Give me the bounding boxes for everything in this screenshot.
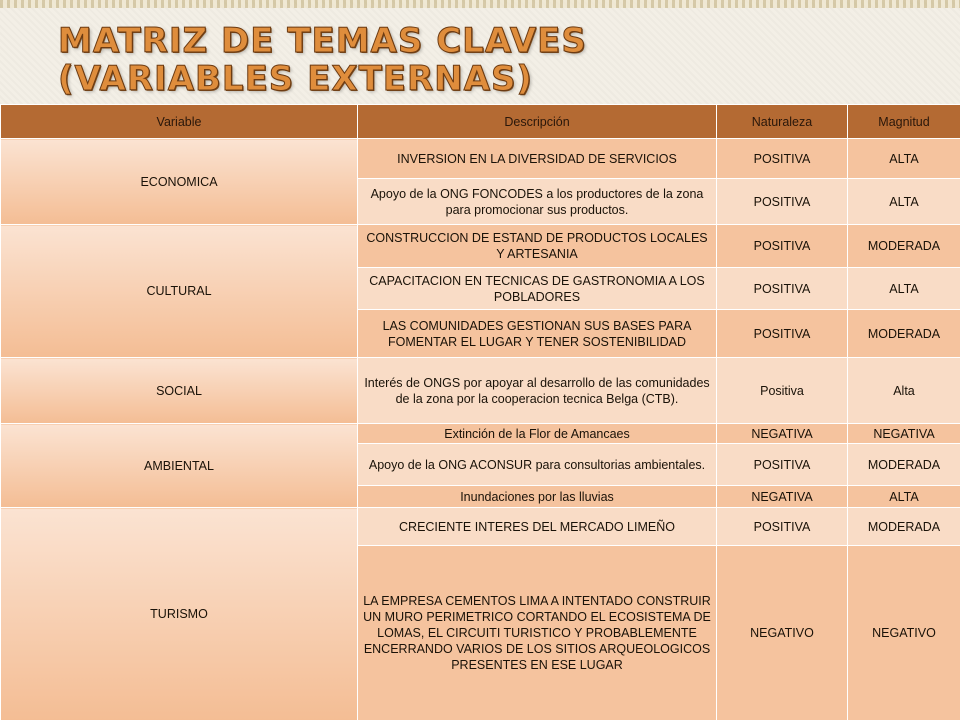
magnitud-cell: ALTA	[848, 486, 960, 508]
variable-cell-cultural: CULTURAL	[1, 225, 358, 358]
naturaleza-cell: POSITIVA	[717, 508, 848, 546]
variable-cell-ambiental: AMBIENTAL	[1, 424, 358, 508]
magnitud-cell: MODERADA	[848, 310, 960, 358]
naturaleza-cell: POSITIVA	[717, 179, 848, 225]
title-line-1: MATRIZ DE TEMAS CLAVES	[58, 22, 587, 60]
descripcion-cell: Inundaciones por las lluvias	[358, 486, 717, 508]
descripcion-cell: CRECIENTE INTERES DEL MERCADO LIMEÑO	[358, 508, 717, 546]
descripcion-cell: Interés de ONGS por apoyar al desarrollo de las comunidades de la zona por la cooperacion tecnica Belga (CTB).	[358, 358, 717, 424]
descripcion-cell: CAPACITACION EN TECNICAS DE GASTRONOMIA A LOS POBLADORES	[358, 268, 717, 310]
title-line-2: (VARIABLES EXTERNAS)	[58, 60, 587, 98]
magnitud-cell: NEGATIVO	[848, 546, 960, 721]
magnitud-cell: MODERADA	[848, 508, 960, 546]
descripcion-cell: LAS COMUNIDADES GESTIONAN SUS BASES PARA FOMENTAR EL LUGAR Y TENER SOSTENIBILIDAD	[358, 310, 717, 358]
naturaleza-cell: POSITIVA	[717, 139, 848, 179]
naturaleza-cell: NEGATIVO	[717, 546, 848, 721]
table-row	[1, 508, 960, 546]
header-descripcion: Descripción	[358, 105, 717, 139]
naturaleza-cell: NEGATIVA	[717, 486, 848, 508]
magnitud-cell: Alta	[848, 358, 960, 424]
descripcion-cell: Apoyo de la ONG FONCODES a los productores de la zona para promocionar sus productos.	[358, 179, 717, 225]
decorative-stripes	[0, 0, 960, 8]
magnitud-cell: ALTA	[848, 268, 960, 310]
header-row	[1, 105, 960, 139]
variable-cell-social: SOCIAL	[1, 358, 358, 424]
slide-title	[58, 22, 587, 98]
descripcion-cell: CONSTRUCCION DE ESTAND DE PRODUCTOS LOCALES Y ARTESANIA	[358, 225, 717, 268]
magnitud-cell: NEGATIVA	[848, 424, 960, 444]
descripcion-cell: Apoyo de la ONG ACONSUR para consultorias ambientales.	[358, 444, 717, 486]
magnitud-cell: ALTA	[848, 179, 960, 225]
magnitud-cell: MODERADA	[848, 444, 960, 486]
naturaleza-cell: NEGATIVA	[717, 424, 848, 444]
table-row	[1, 424, 960, 444]
descripcion-cell: INVERSION EN LA DIVERSIDAD DE SERVICIOS	[358, 139, 717, 179]
naturaleza-cell: POSITIVA	[717, 268, 848, 310]
header-variable: Variable	[1, 105, 358, 139]
naturaleza-cell: POSITIVA	[717, 310, 848, 358]
variable-cell-turismo: TURISMO	[1, 508, 358, 721]
table-row	[1, 225, 960, 268]
naturaleza-cell: Positiva	[717, 358, 848, 424]
magnitud-cell: ALTA	[848, 139, 960, 179]
table-row	[1, 139, 960, 179]
header-naturaleza: Naturaleza	[717, 105, 848, 139]
variable-cell-economica: ECONOMICA	[1, 139, 358, 225]
table-row	[1, 358, 960, 424]
key-themes-matrix-table	[0, 104, 960, 721]
header-magnitud: Magnitud	[848, 105, 960, 139]
magnitud-cell: MODERADA	[848, 225, 960, 268]
descripcion-cell: LA EMPRESA CEMENTOS LIMA A INTENTADO CONSTRUIR UN MURO PERIMETRICO CORTANDO EL ECOSISTEMA DE LOMAS, EL CIRCUITI TURISTICO Y PROBABLEMENTE ENCERRANDO VARIOS DE LOS SITIOS ARQUEOLOGICOS PRESENTES EN ESE LUGAR	[358, 546, 717, 721]
naturaleza-cell: POSITIVA	[717, 225, 848, 268]
descripcion-cell: Extinción de la Flor de Amancaes	[358, 424, 717, 444]
naturaleza-cell: POSITIVA	[717, 444, 848, 486]
